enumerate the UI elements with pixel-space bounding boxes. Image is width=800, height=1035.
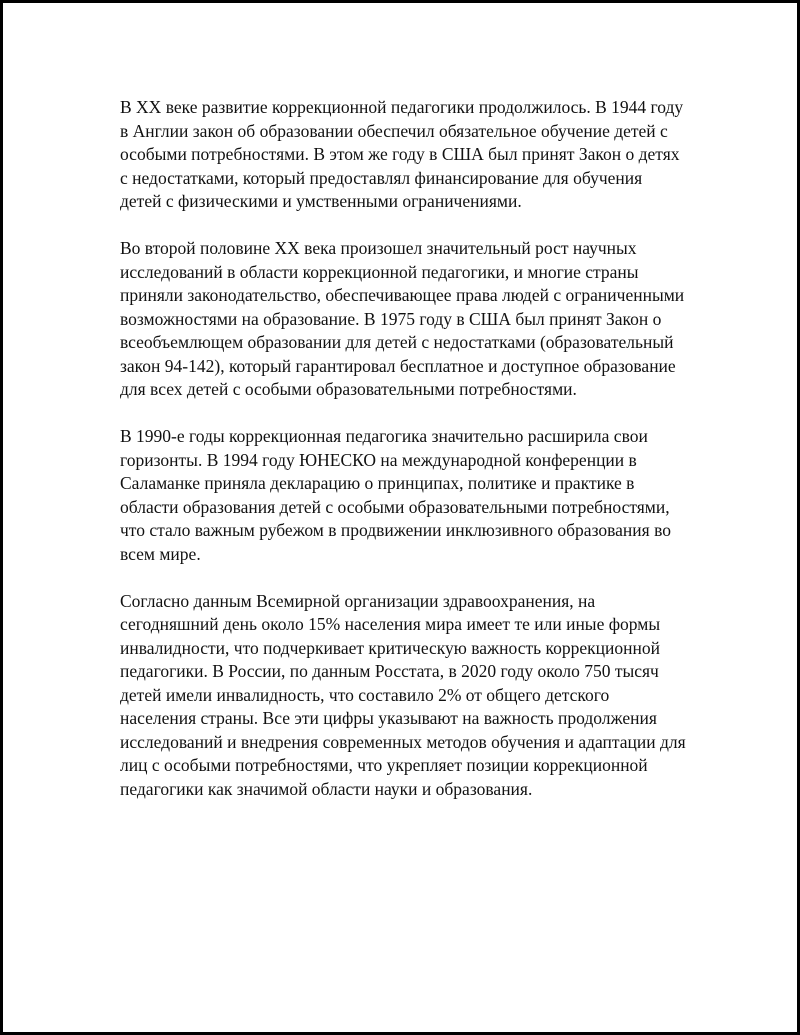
paragraph-1: В XX веке развитие коррекционной педагогики продолжилось. В 1944 году в Англии закон об образовании обеспечил обязательное обучение детей с особыми потребностями. В этом же году в США был принят Закон о детях с недостатками, который предоставлял финансирование для обучения детей с физическими и умственными ограничениями. <box>120 97 684 211</box>
paragraph-2: Во второй половине XX века произошел значительный рост научных исследований в области коррекционной педагогики, и многие страны приняли законодательство, обеспечивающее права людей с ограниченными возможностями на образование. В 1975 году в США был принят Закон о всеобъемлющем образовании для детей с недостатками (образовательный закон 94-142), который гарантировал бесплатное и доступное образование для всех детей с особыми образовательными потребностями. <box>120 238 685 399</box>
document-body <box>120 96 686 801</box>
paragraph-4: Согласно данным Всемирной организации здравоохранения, на сегодняшний день около 15% населения мира имеет те или иные формы инвалидности, что подчеркивает критическую важность коррекционной педагогики. В России, по данным Росстата, в 2020 году около 750 тысяч детей имели инвалидность, что составило 2% от общего детского населения страны. Все эти цифры указывают на важность продолжения исследований и внедрения современных методов обучения и адаптации для лиц с особыми потребностями, что укрепляет позиции коррекционной педагогики как значимой области науки и образования. <box>120 590 686 799</box>
paragraph-3: В 1990-е годы коррекционная педагогика значительно расширила свои горизонты. В 1994 году ЮНЕСКО на международной конференции в Саламанке приняла декларацию о принципах, политике и практике в области образования детей с особыми образовательными потребностями, что стало важным рубежом в продвижении инклюзивного образования во всем мире. <box>120 426 671 564</box>
